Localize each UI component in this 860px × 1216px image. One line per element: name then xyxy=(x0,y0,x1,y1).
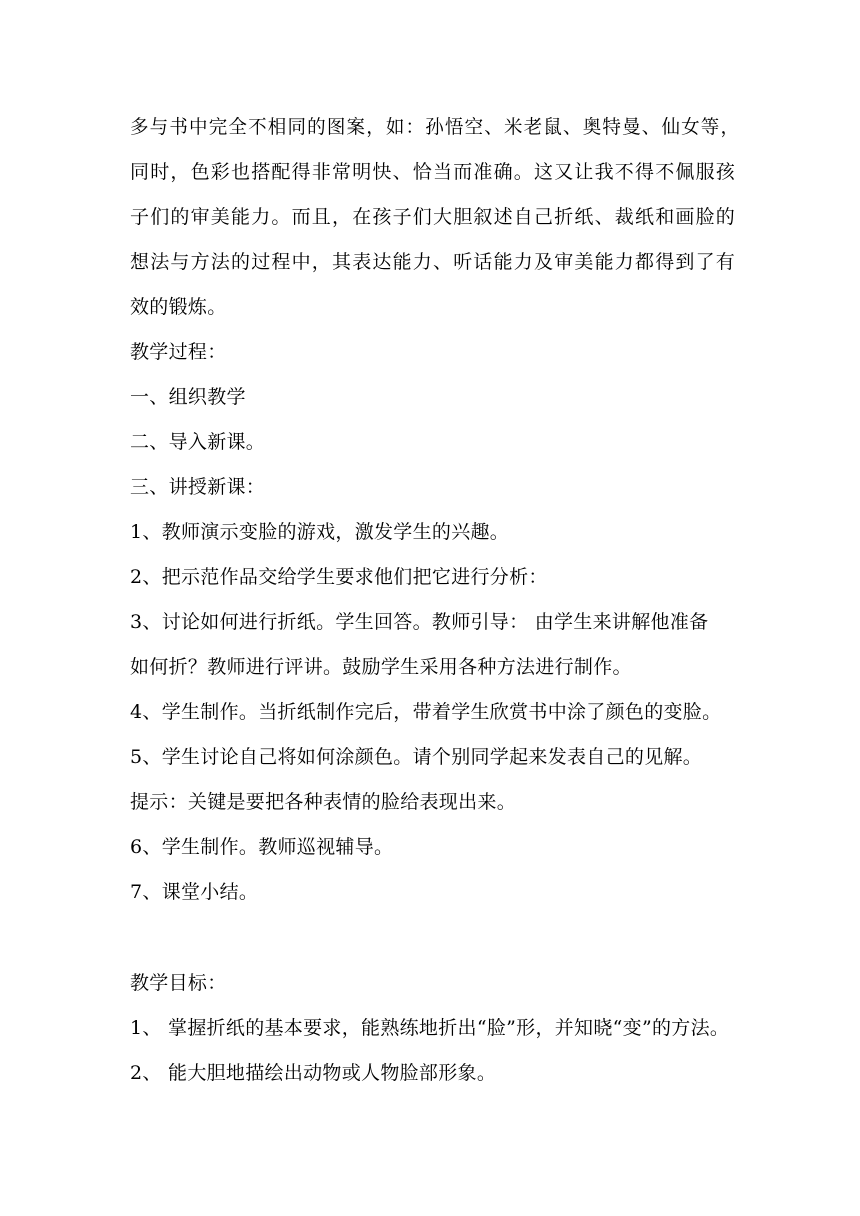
section-heading-process: 教学过程： xyxy=(130,341,227,363)
paragraph-line: 子们的审美能力。而且，在孩子们大胆叙述自己折纸、裁纸和画脸的 xyxy=(130,206,737,228)
list-item: 6、学生制作。教师巡视辅导。 xyxy=(130,836,394,858)
list-item: 1、教师演示变脸的游戏，激发学生的兴趣。 xyxy=(130,521,510,543)
list-item: 二、导入新课。 xyxy=(130,431,266,453)
list-item: 1、 掌握折纸的基本要求，能熟练地折出“脸”形，并知晓“变”的方法。 xyxy=(130,1017,730,1039)
paragraph-line: 多与书中完全不相同的图案，如：孙悟空、米老鼠、奥特曼、仙女等， xyxy=(130,116,741,138)
list-item: 5、学生讨论自己将如何涂颜色。请个别同学起来发表自己的见解。 xyxy=(130,746,703,768)
list-item: 2、 能大胆地描绘出动物或人物脸部形象。 xyxy=(130,1062,497,1084)
list-item: 三、讲授新课： xyxy=(130,476,266,498)
paragraph-line: 效的锻炼。 xyxy=(130,296,227,318)
list-item: 如何折？教师进行评讲。鼓励学生采用各种方法进行制作。 xyxy=(130,656,632,678)
list-item: 3、讨论如何进行折纸。学生回答。教师引导： 由学生来讲解他准备 xyxy=(130,611,709,633)
list-item: 7、课堂小结。 xyxy=(130,881,259,903)
paragraph-line: 同时，色彩也搭配得非常明快、恰当而准确。这又让我不得不佩服孩 xyxy=(130,161,737,183)
list-item: 一、组织教学 xyxy=(130,386,246,408)
section-heading-goals: 教学目标： xyxy=(130,972,227,994)
list-item: 2、把示范作品交给学生要求他们把它进行分析： xyxy=(130,566,548,588)
list-item: 4、学生制作。当折纸制作完后，带着学生欣赏书中涂了颜色的变脸。 xyxy=(130,701,722,723)
paragraph-line: 想法与方法的过程中，其表达能力、听话能力及审美能力都得到了有 xyxy=(130,251,737,273)
list-item: 提示：关键是要把各种表情的脸给表现出来。 xyxy=(130,791,517,813)
